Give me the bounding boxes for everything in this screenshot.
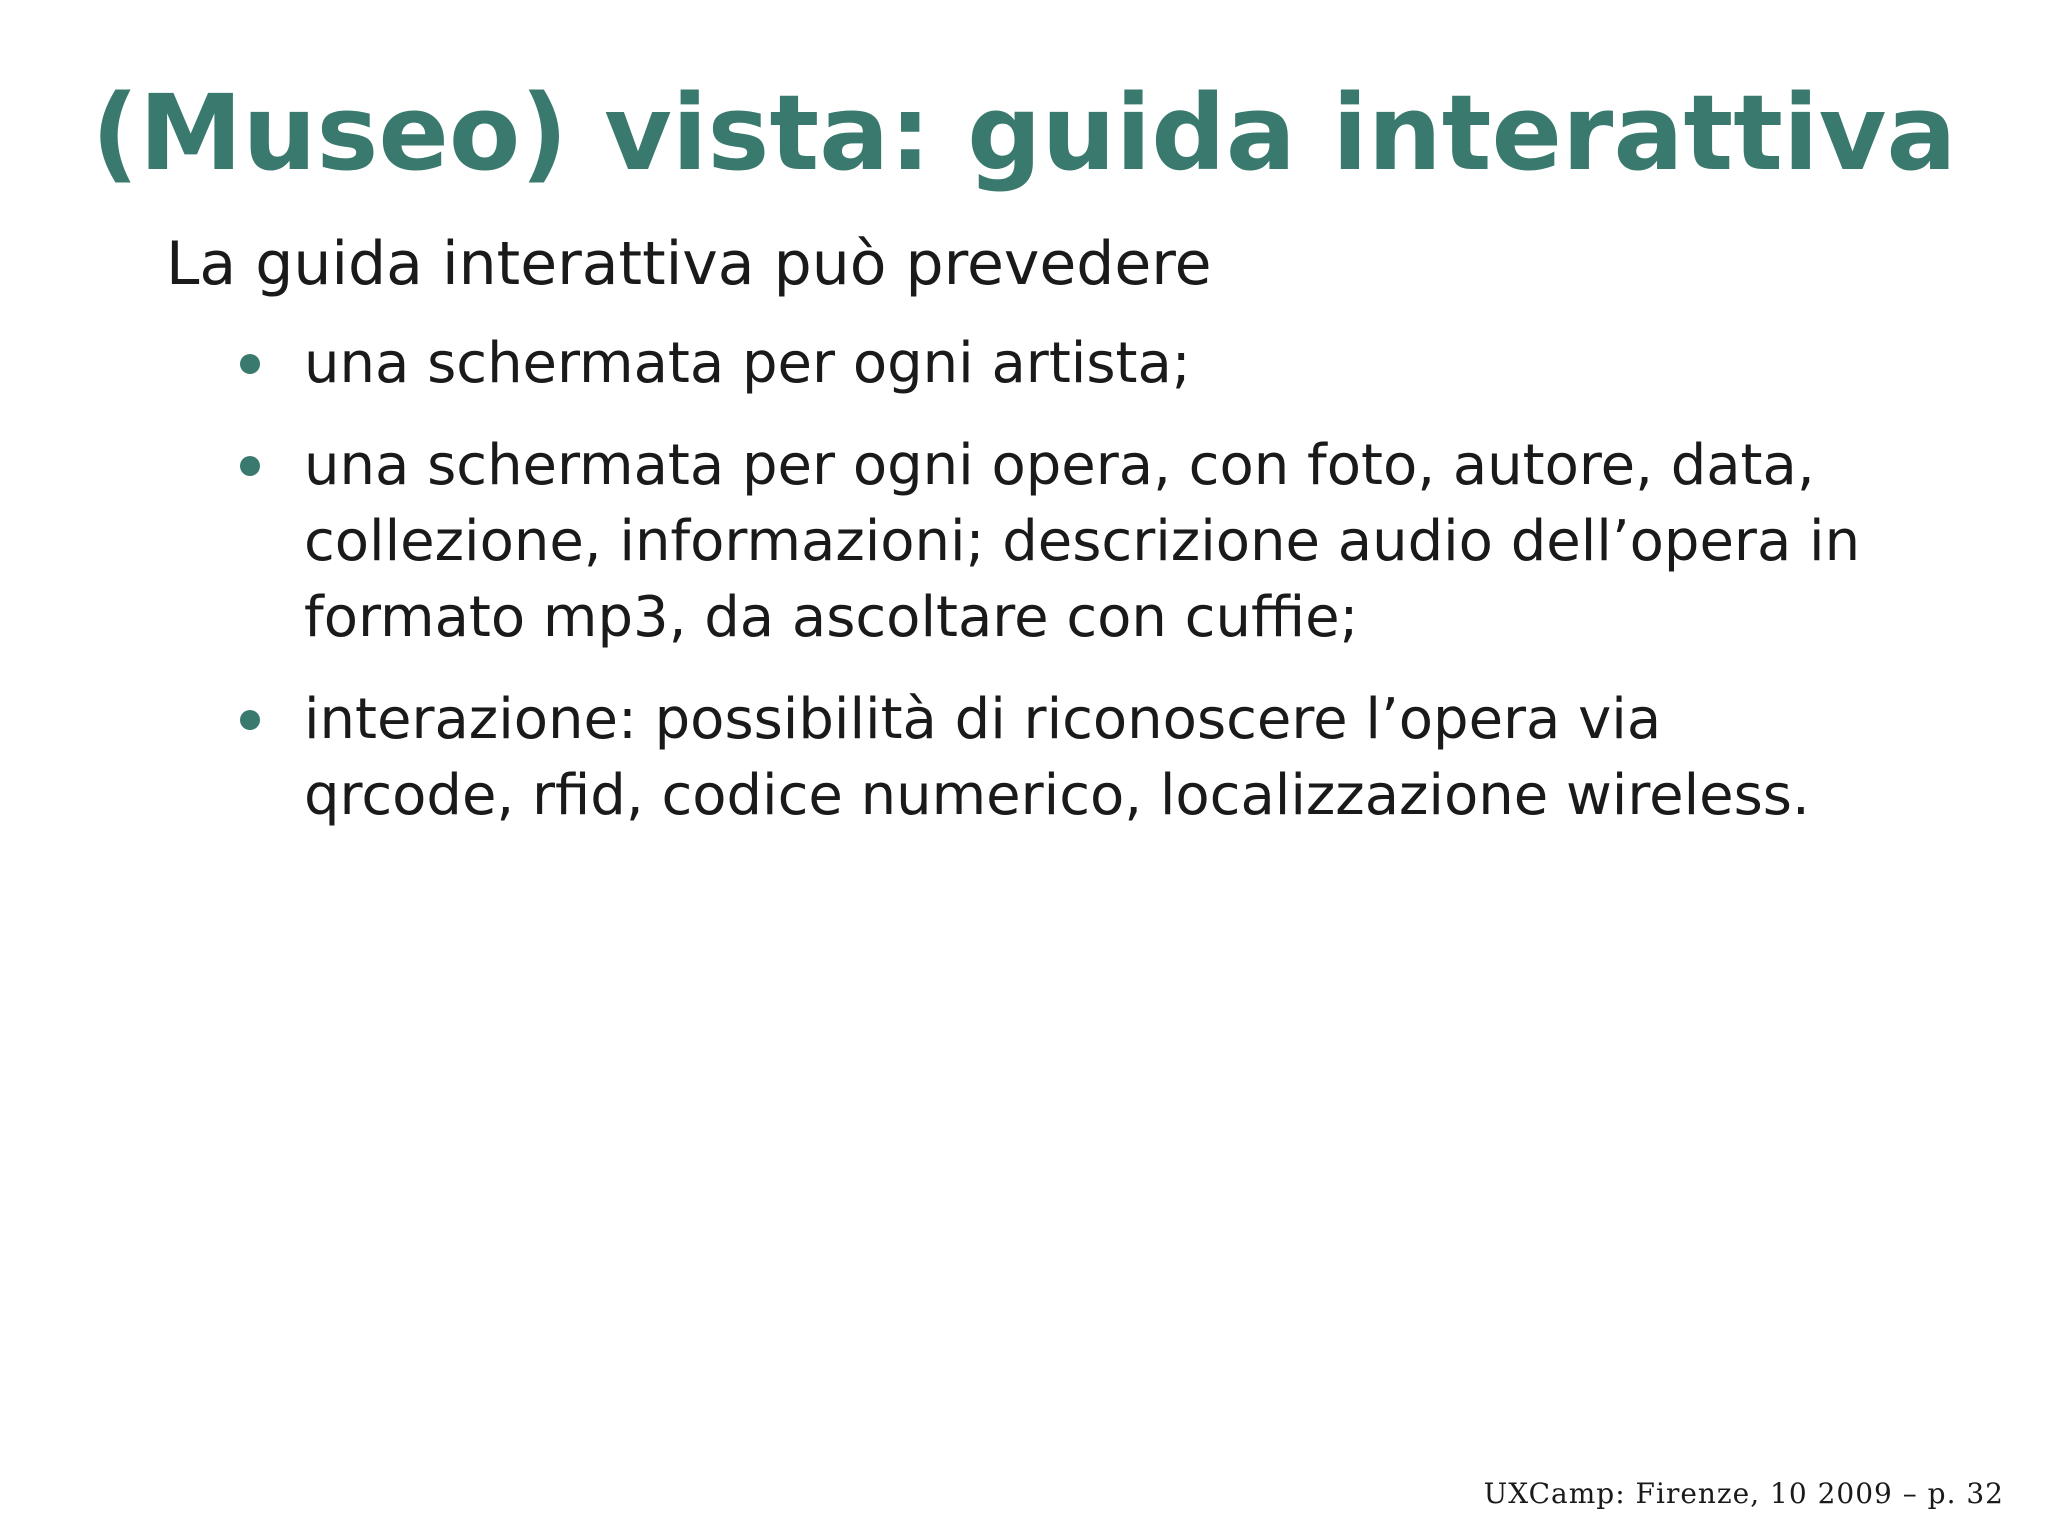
bullet-text: interazione: possibilità di riconoscere l’opera via qrcode, rfid, codice numerico, localizzazione wireless.: [304, 687, 1810, 828]
bullet-dot-icon: [240, 456, 260, 476]
bullet-dot-icon: [240, 354, 260, 374]
bullet-item-artist-screen: [238, 326, 1878, 402]
bullet-item-artwork-screen: [238, 428, 1878, 656]
bullet-list: [238, 326, 1878, 860]
bullet-text: una schermata per ogni opera, con foto, autore, data, collezione, informazioni; descrizione audio dell’opera in formato mp3, da ascoltare con cuffie;: [304, 433, 1861, 650]
intro-text: La guida interattiva può prevedere: [166, 229, 1212, 299]
slide-title: (Museo) vista: guida interattiva: [91, 72, 1957, 194]
bullet-text: una schermata per ogni artista;: [304, 331, 1191, 396]
bullet-dot-icon: [240, 710, 260, 730]
slide-footer: UXCamp: Firenze, 10 2009 – p. 32: [1483, 1477, 2004, 1510]
bullet-item-interaction: [238, 682, 1878, 834]
